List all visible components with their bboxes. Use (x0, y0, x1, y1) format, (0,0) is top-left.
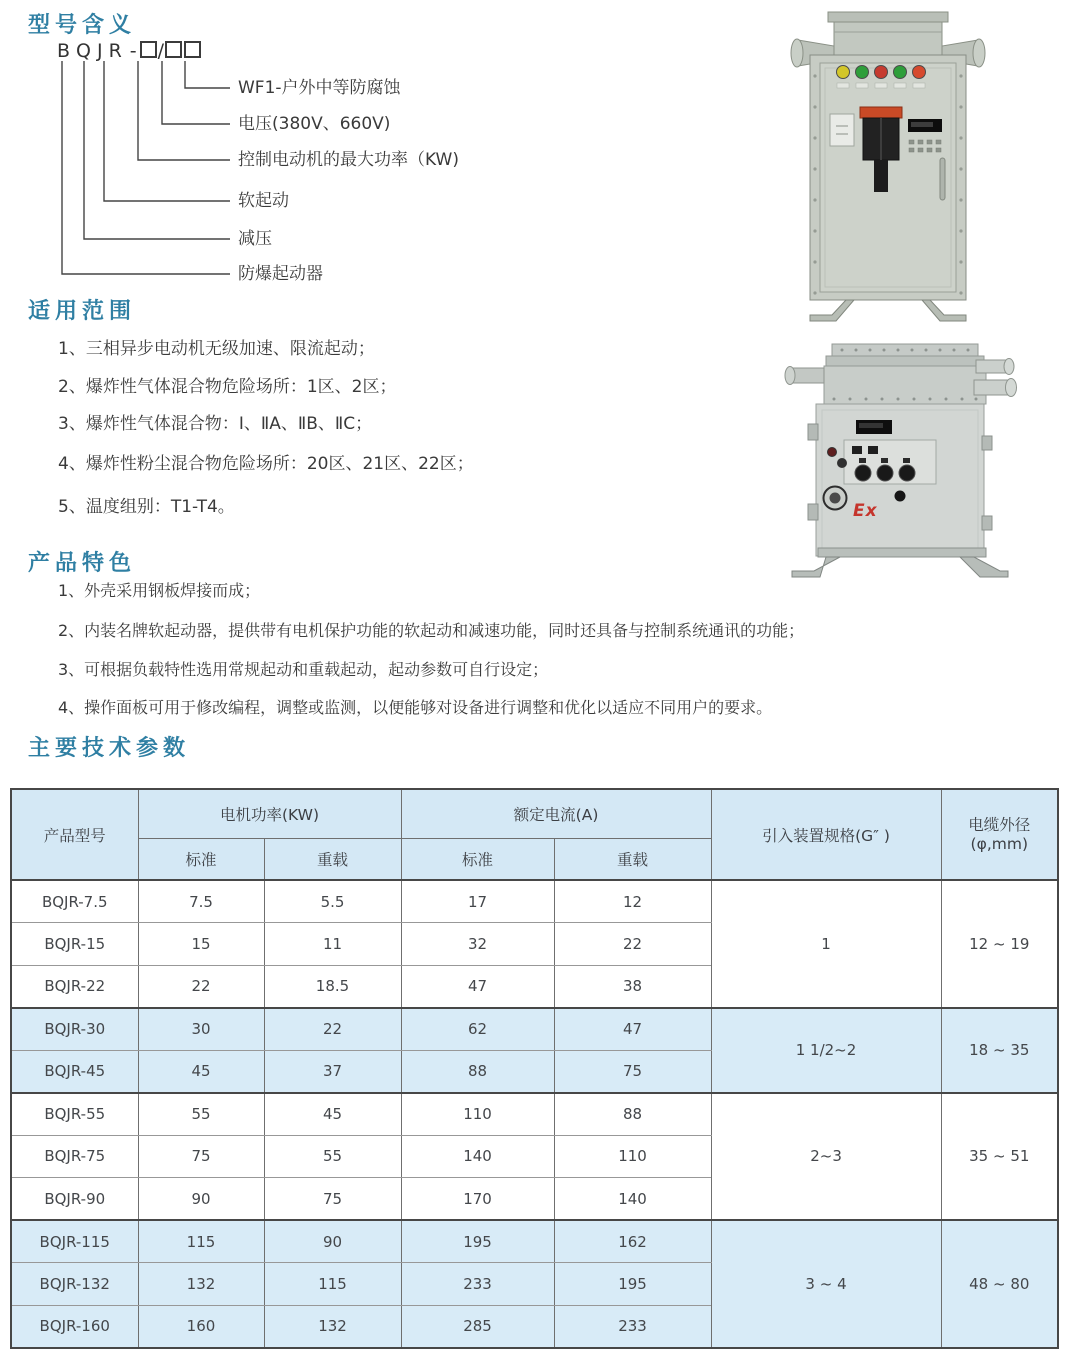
subcol-header-standard: 标准 (138, 839, 264, 881)
model-code-dash: - (129, 40, 137, 62)
scope-item: 2、爆炸性气体混合物危险场所：1区、2区； (58, 377, 397, 397)
cell-a-heavy: 162 (554, 1220, 711, 1263)
cell-model: BQJR-75 (11, 1135, 138, 1178)
col-header-cable-od-line2: (φ,mm) (970, 834, 1028, 853)
cell-kw-heavy: 45 (264, 1093, 401, 1136)
subcol-header-heavy: 重载 (554, 839, 711, 881)
cell-kw-std: 132 (138, 1263, 264, 1306)
cell-a-std: 195 (401, 1220, 554, 1263)
cell-a-std: 285 (401, 1305, 554, 1348)
cell-cable-od: 48 ~ 80 (941, 1220, 1058, 1348)
diagram-label: 防爆起动器 (238, 264, 323, 284)
cell-a-std: 17 (401, 880, 554, 923)
cell-model: BQJR-22 (11, 965, 138, 1008)
cell-kw-heavy: 115 (264, 1263, 401, 1306)
cell-kw-heavy: 75 (264, 1178, 401, 1221)
col-header-motor-power: 电机功率(KW) (138, 789, 401, 839)
diagram-label: 减压 (238, 229, 272, 249)
cell-kw-heavy: 22 (264, 1008, 401, 1051)
cell-model: BQJR-55 (11, 1093, 138, 1136)
heading-tech-params: 主要技术参数 (28, 736, 191, 761)
cell-kw-heavy: 132 (264, 1305, 401, 1348)
cell-kw-heavy: 37 (264, 1050, 401, 1093)
col-header-model: 产品型号 (11, 789, 138, 880)
cell-kw-std: 160 (138, 1305, 264, 1348)
diagram-label: 控制电动机的最大功率（KW) (238, 150, 459, 170)
cell-cable-od: 35 ~ 51 (941, 1093, 1058, 1221)
cell-a-heavy: 38 (554, 965, 711, 1008)
col-header-rated-current: 额定电流(A) (401, 789, 711, 839)
table-row (11, 1008, 1058, 1051)
product-photo-vertical-cabinet (768, 8, 1020, 334)
model-box (140, 41, 157, 58)
cell-kw-std: 55 (138, 1093, 264, 1136)
cell-a-heavy: 75 (554, 1050, 711, 1093)
cell-kw-heavy: 90 (264, 1220, 401, 1263)
cell-kw-heavy: 5.5 (264, 880, 401, 923)
cell-a-std: 233 (401, 1263, 554, 1306)
scope-item: 4、爆炸性粉尘混合物危险场所：20区、21区、22区； (58, 454, 474, 474)
product-photo-controller-box (780, 338, 1020, 592)
cell-model: BQJR-45 (11, 1050, 138, 1093)
cell-kw-heavy: 11 (264, 923, 401, 966)
col-header-gland-spec: 引入装置规格(G″ ) (711, 789, 941, 880)
model-code-slash: / (157, 40, 165, 62)
subcol-header-standard: 标准 (401, 839, 554, 881)
feature-item: 3、可根据负载特性选用常规起动和重载起动，起动参数可自行设定； (58, 660, 549, 679)
subcol-header-heavy: 重载 (264, 839, 401, 881)
cell-model: BQJR-90 (11, 1178, 138, 1221)
table-row (11, 1220, 1058, 1263)
cell-model: BQJR-115 (11, 1220, 138, 1263)
model-box (184, 41, 201, 58)
cell-a-heavy: 22 (554, 923, 711, 966)
diagram-label: WF1-户外中等防腐蚀 (238, 78, 401, 98)
cell-kw-std: 115 (138, 1220, 264, 1263)
cell-kw-std: 30 (138, 1008, 264, 1051)
cell-gland-spec: 3 ~ 4 (711, 1220, 941, 1348)
scope-item: 1、三相异步电动机无级加速、限流起动； (58, 339, 375, 359)
model-box (165, 41, 182, 58)
cell-gland-spec: 1 (711, 880, 941, 1008)
cell-kw-heavy: 18.5 (264, 965, 401, 1008)
feature-item: 1、外壳采用钢板焊接而成； (58, 581, 261, 600)
cell-a-heavy: 110 (554, 1135, 711, 1178)
cell-a-std: 47 (401, 965, 554, 1008)
cell-a-std: 32 (401, 923, 554, 966)
heading-scope: 适用范围 (28, 299, 137, 324)
cell-a-std: 88 (401, 1050, 554, 1093)
cell-a-std: 140 (401, 1135, 554, 1178)
cell-cable-od: 18 ~ 35 (941, 1008, 1058, 1093)
cell-kw-std: 22 (138, 965, 264, 1008)
heading-features: 产品特色 (28, 551, 137, 576)
cell-model: BQJR-160 (11, 1305, 138, 1348)
cell-model: BQJR-15 (11, 923, 138, 966)
cell-a-heavy: 140 (554, 1178, 711, 1221)
cell-model: BQJR-7.5 (11, 880, 138, 923)
cell-a-std: 110 (401, 1093, 554, 1136)
cell-gland-spec: 1 1/2~2 (711, 1008, 941, 1093)
cell-a-std: 62 (401, 1008, 554, 1051)
cell-a-std: 170 (401, 1178, 554, 1221)
scope-item: 3、爆炸性气体混合物：Ⅰ、ⅡA、ⅡB、ⅡC； (58, 414, 373, 434)
cell-kw-std: 7.5 (138, 880, 264, 923)
feature-item: 2、内装名牌软起动器，提供带有电机保护功能的软起动和减速功能，同时还具备与控制系统通讯的功能； (58, 621, 805, 640)
cell-kw-std: 75 (138, 1135, 264, 1178)
model-code-prefix: BQJR (57, 40, 128, 62)
cell-a-heavy: 233 (554, 1305, 711, 1348)
cell-cable-od: 12 ~ 19 (941, 880, 1058, 1008)
cell-gland-spec: 2~3 (711, 1093, 941, 1221)
scope-item: 5、温度组别：T1-T4。 (58, 497, 235, 517)
cell-a-heavy: 88 (554, 1093, 711, 1136)
tech-params-table (10, 788, 1059, 1349)
cell-kw-std: 45 (138, 1050, 264, 1093)
cell-a-heavy: 12 (554, 880, 711, 923)
col-header-cable-od-line1: 电缆外径 (968, 815, 1031, 834)
table-row (11, 1093, 1058, 1136)
cell-model: BQJR-30 (11, 1008, 138, 1051)
cell-a-heavy: 47 (554, 1008, 711, 1051)
ex-marking-label: Ex (853, 501, 878, 521)
cell-kw-heavy: 55 (264, 1135, 401, 1178)
table-row (11, 880, 1058, 923)
diagram-label: 软起动 (238, 191, 289, 211)
heading-model-meaning: 型号含义 (28, 13, 137, 38)
cell-kw-std: 90 (138, 1178, 264, 1221)
cell-model: BQJR-132 (11, 1263, 138, 1306)
feature-item: 4、操作面板可用于修改编程，调整或监测，以便能够对设备进行调整和优化以适应不同用户的要求。 (58, 698, 773, 717)
diagram-label: 电压(380V、660V) (238, 114, 391, 134)
cell-kw-std: 15 (138, 923, 264, 966)
cell-a-heavy: 195 (554, 1263, 711, 1306)
col-header-cable-od (941, 789, 1058, 880)
